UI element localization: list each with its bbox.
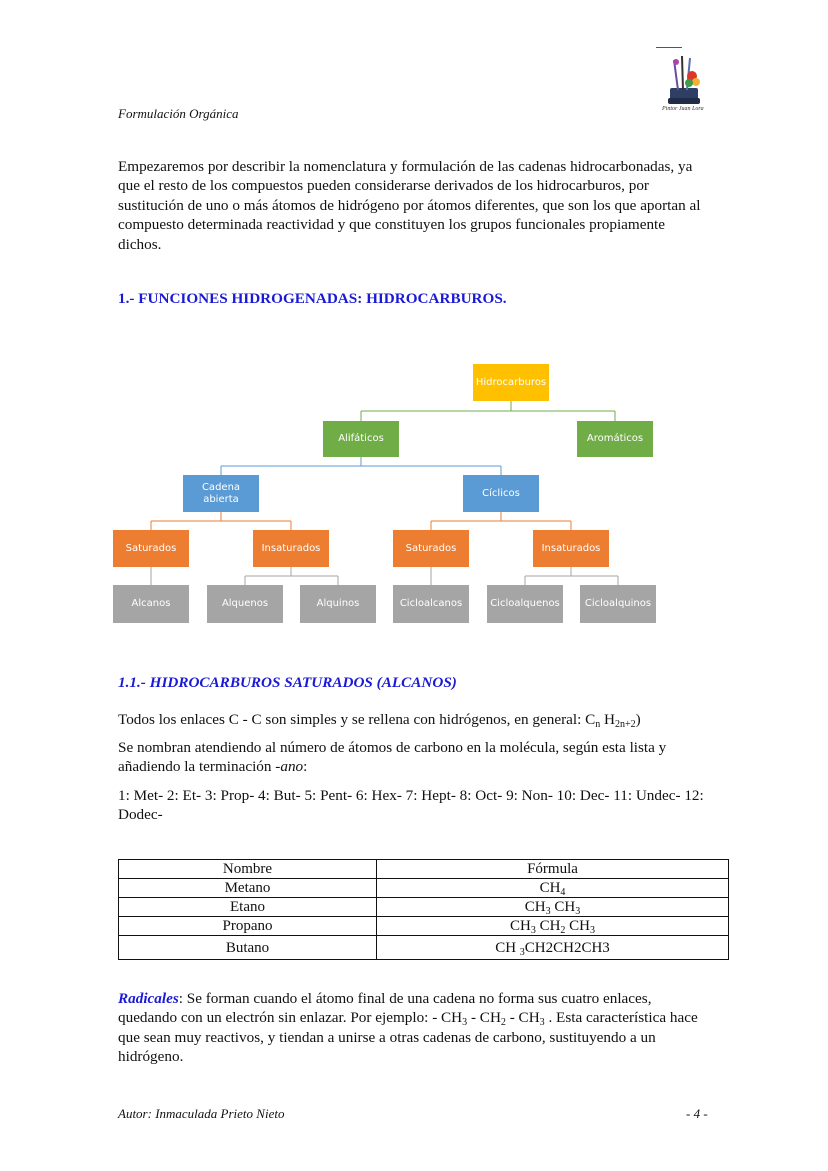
diagram-node-alifaticos: Alifáticos: [323, 421, 399, 457]
radicales-label: Radicales: [118, 990, 179, 1007]
level1-connectors: [361, 401, 615, 421]
naming-rule-paragraph: Se nombran atendiendo al número de átomos de carbono en la molécula, según esta lista y añadiendo la terminación -ano:: [118, 739, 667, 776]
table-header-name: Nombre: [119, 860, 377, 879]
section-1-heading: 1.- FUNCIONES HIDROGENADAS: HIDROCARBUROS.: [118, 290, 507, 307]
diagram-node-ciclicos: Cíclicos: [463, 475, 539, 512]
intro-paragraph: Empezaremos por describir la nomenclatura y formulación de las cadenas hidrocarbonadas, ya que el resto de los compuestos pueden considerarse derivados de los hidrocarburos, por sustitución de uno o más átomos de hidrógeno por átomos diferentes, que son los que aportan al compuesto determinada reactividad y que constituyen los grupos funcionales propiamente dichos.: [118, 158, 701, 253]
diagram-node-cicloalcanos: Cicloalcanos: [393, 585, 469, 623]
diagram-node-alquinos: Alquinos: [300, 585, 376, 623]
section-1-1-heading: 1.1.- HIDROCARBUROS SATURADOS (ALCANOS): [118, 674, 457, 691]
radicales-paragraph: Radicales: Se forman cuando el átomo final de una cadena no forma sus cuatro enlaces, quedando con un electrón sin enlazar. Por ejemplo: - $CH_3 - CH_2 - CH_3$ . Esta característica hace que sean muy reactivos, y tiendan a unirse a otras cadenas de carbono, sustituyendo a un hidrógeno.: [118, 990, 698, 1066]
diagram-node-insaturados-ciclicos: Insaturados: [533, 530, 609, 567]
diagram-node-saturados-ciclicos: Saturados: [393, 530, 469, 567]
table-cell-name: Etano: [119, 898, 377, 917]
table-header-row: [119, 860, 729, 879]
diagram-node-insaturados-abierta: Insaturados: [253, 530, 329, 567]
diagram-node-cicloalquenos: Cicloalquenos: [487, 585, 563, 623]
table-row: [119, 879, 729, 898]
diagram-node-aromaticos: Aromáticos: [577, 421, 653, 457]
table-cell-name: Butano: [119, 936, 377, 960]
level3-connectors: [151, 512, 571, 530]
table-cell-formula: $CH_3$ $CH_2$ $CH_3$: [377, 917, 729, 936]
diagram-node-cicloalquinos: Cicloalquinos: [580, 585, 656, 623]
diagram-node-alcanos: Alcanos: [113, 585, 189, 623]
table-cell-name: Propano: [119, 917, 377, 936]
table-row: [119, 898, 729, 917]
table-cell-formula: $CH_3$ $CH_3$: [377, 898, 729, 917]
table-cell-formula: $CH_4$: [377, 879, 729, 898]
table-cell-formula: CH $_3$CH2CH2CH3: [377, 936, 729, 960]
footer-author: Autor: Inmaculada Prieto Nieto: [118, 1106, 285, 1121]
table-row: [119, 917, 729, 936]
diagram-node-saturados-abierta: Saturados: [113, 530, 189, 567]
document-header-title: Formulación Orgánica: [118, 106, 239, 121]
prefix-list: 1: Met- 2: Et- 3: Prop- 4: But- 5: Pent- 6: Hex- 7: Hept- 8: Oct- 9: Non- 10: Dec- 11: Undec- 12: Dodec-: [118, 787, 704, 824]
table-row: [119, 936, 729, 960]
alkanes-table: [118, 859, 729, 960]
footer-page-number: - 4 -: [686, 1106, 708, 1121]
table-header-formula: Fórmula: [377, 860, 729, 879]
level2-connectors: [221, 457, 501, 475]
diagram-node-hidrocarburos: Hidrocarburos: [473, 364, 549, 401]
table-cell-name: Metano: [119, 879, 377, 898]
diagram-node-cadena-abierta: Cadena abierta: [183, 475, 259, 512]
alkanes-general-formula: Todos los enlaces C - C son simples y se rellena con hidrógenos, en general: $C_n$ $H_{2n+2}$): [118, 711, 641, 730]
diagram-node-alquenos: Alquenos: [207, 585, 283, 623]
level4-connectors: [151, 567, 618, 585]
logo-caption: Pintor Juan Lora: [662, 106, 704, 112]
